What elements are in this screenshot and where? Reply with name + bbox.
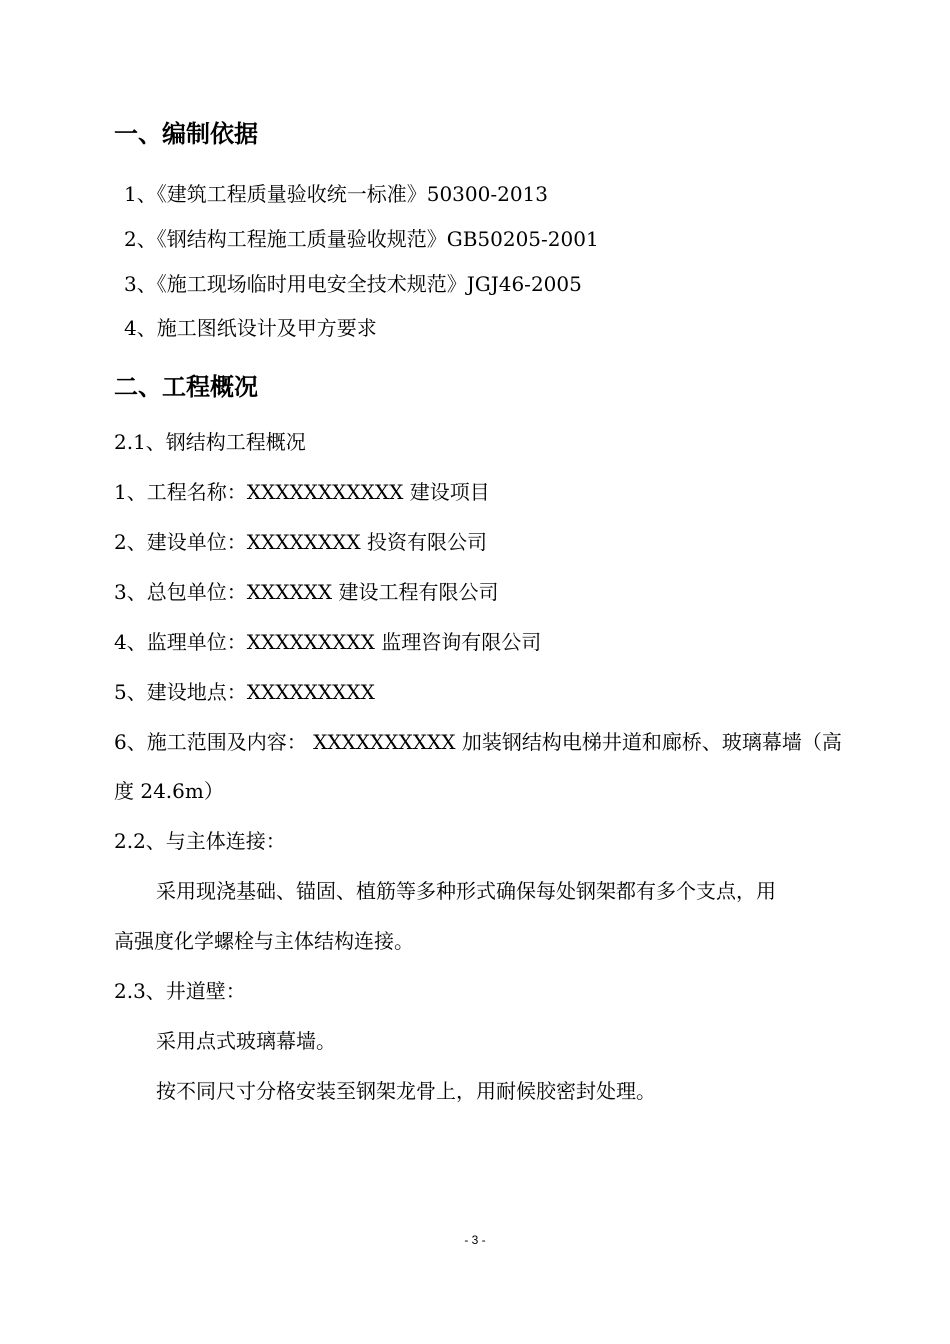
overview-item-location: 5、建设地点：XXXXXXXXX: [114, 680, 375, 704]
overview-item-scope-line2: 度 24.6m）: [114, 779, 224, 803]
basis-item-2: 2、《钢结构工程施工质量验收规范》GB50205-2001: [124, 227, 599, 251]
overview-item-project-name: 1、工程名称：XXXXXXXXXXX 建设项目: [114, 480, 490, 504]
subsection-title-shaft-wall: 2.3、井道壁：: [114, 979, 246, 1003]
section-heading-overview: 二、工程概况: [114, 373, 258, 401]
basis-item-3: 3、《施工现场临时用电安全技术规范》JGJ46-2005: [124, 272, 582, 296]
basis-item-1: 1、《建筑工程质量验收统一标准》50300-2013: [124, 182, 549, 206]
overview-item-owner: 2、建设单位：XXXXXXXX 投资有限公司: [114, 530, 487, 554]
connection-paragraph-line2: 高强度化学螺栓与主体结构连接。: [114, 929, 414, 953]
subsection-title-steel-overview: 2.1、钢结构工程概况: [114, 430, 306, 454]
section-heading-basis: 一、编制依据: [114, 120, 258, 148]
connection-paragraph-line1: 采用现浇基础、锚固、植筋等多种形式确保每处钢架都有多个支点，用: [156, 879, 776, 903]
basis-item-4: 4、施工图纸设计及甲方要求: [124, 316, 377, 340]
overview-item-scope-line1: 6、施工范围及内容： XXXXXXXXXX 加装钢结构电梯井道和廊桥、玻璃幕墙（高: [114, 730, 842, 754]
page-number: - 3 -: [464, 1233, 486, 1247]
shaft-wall-paragraph-2: 按不同尺寸分格安装至钢架龙骨上，用耐候胶密封处理。: [156, 1079, 656, 1103]
overview-item-contractor: 3、总包单位：XXXXXX 建设工程有限公司: [114, 580, 499, 604]
shaft-wall-paragraph-1: 采用点式玻璃幕墙。: [156, 1029, 336, 1053]
overview-item-supervisor: 4、监理单位：XXXXXXXXX 监理咨询有限公司: [114, 630, 542, 654]
subsection-title-connection: 2.2、与主体连接：: [114, 829, 286, 853]
